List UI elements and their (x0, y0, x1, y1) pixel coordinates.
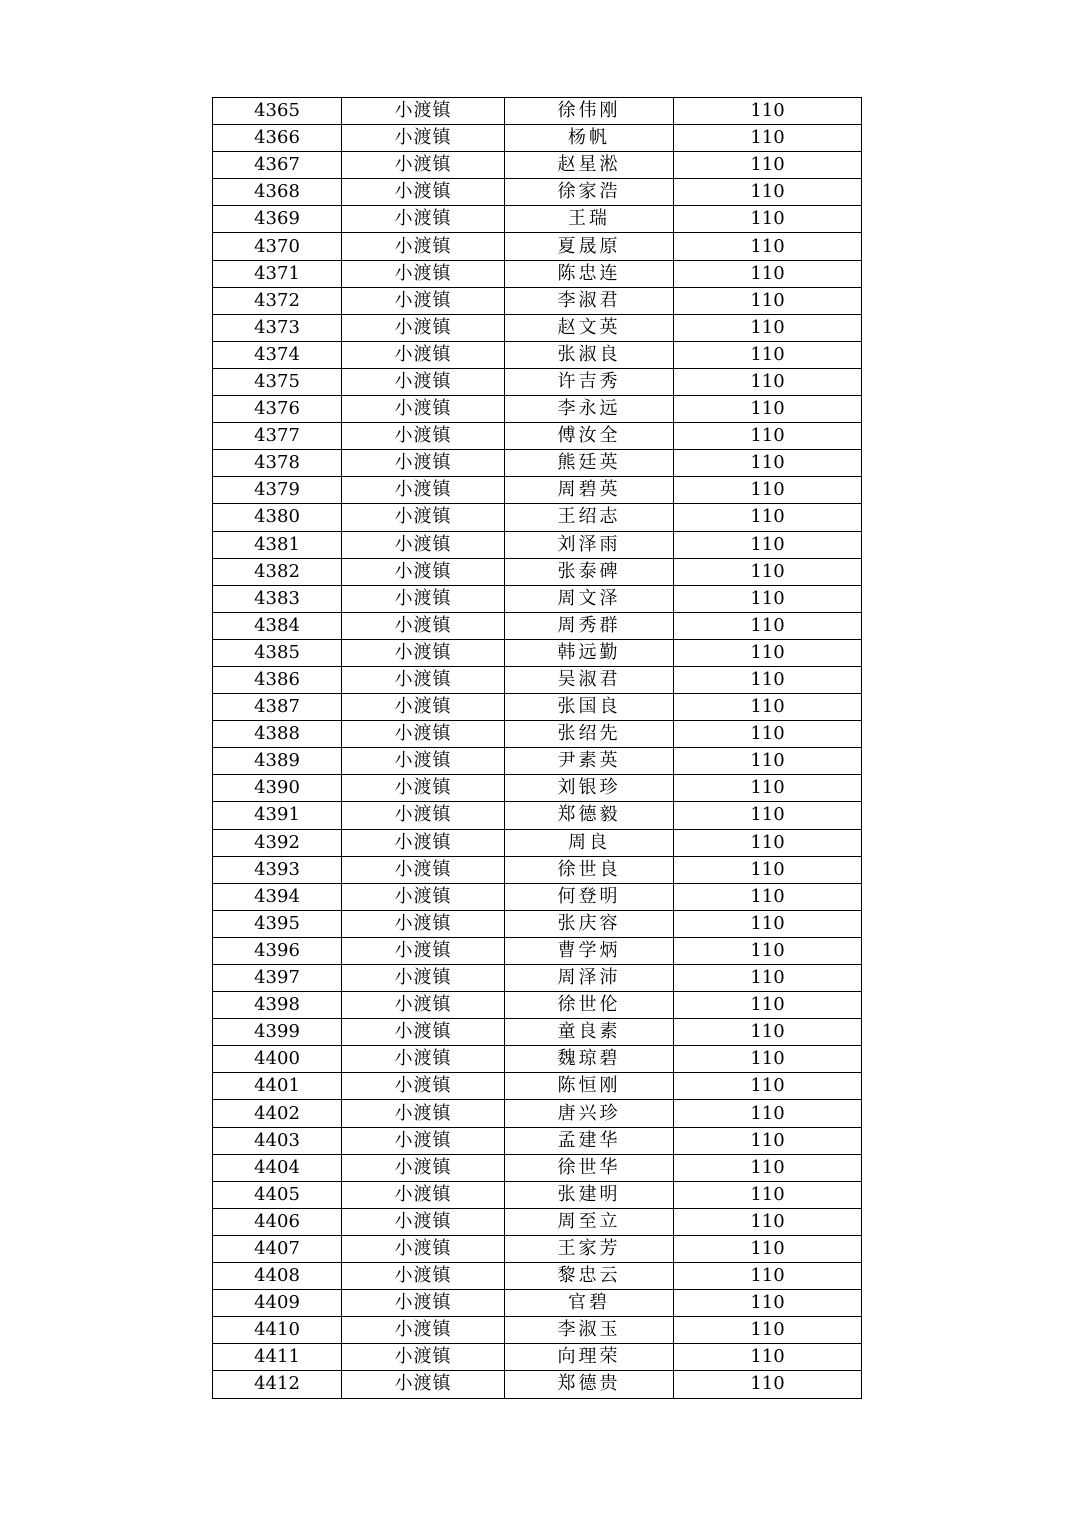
cell-amount: 110 (674, 1154, 862, 1181)
cell-person-name: 周碧英 (505, 477, 674, 504)
cell-person-name: 刘泽雨 (505, 531, 674, 558)
cell-person-name: 曹学炳 (505, 937, 674, 964)
cell-serial-number: 4385 (213, 639, 342, 666)
cell-town: 小渡镇 (342, 1208, 505, 1235)
cell-amount: 110 (674, 206, 862, 233)
cell-person-name: 许吉秀 (505, 368, 674, 395)
table-row (213, 965, 862, 992)
cell-amount: 110 (674, 721, 862, 748)
cell-serial-number: 4389 (213, 748, 342, 775)
cell-town: 小渡镇 (342, 1235, 505, 1262)
cell-serial-number: 4376 (213, 396, 342, 423)
cell-serial-number: 4402 (213, 1100, 342, 1127)
cell-amount: 110 (674, 477, 862, 504)
cell-person-name: 官碧 (505, 1290, 674, 1317)
table-row (213, 233, 862, 260)
cell-town: 小渡镇 (342, 423, 505, 450)
cell-town: 小渡镇 (342, 1154, 505, 1181)
table-row (213, 98, 862, 125)
cell-person-name: 李永远 (505, 396, 674, 423)
cell-person-name: 陈忠连 (505, 260, 674, 287)
table-row (213, 179, 862, 206)
cell-amount: 110 (674, 666, 862, 693)
cell-town: 小渡镇 (342, 396, 505, 423)
cell-town: 小渡镇 (342, 639, 505, 666)
table-row (213, 992, 862, 1019)
cell-amount: 110 (674, 1100, 862, 1127)
cell-person-name: 尹素英 (505, 748, 674, 775)
cell-person-name: 郑德毅 (505, 802, 674, 829)
table-row (213, 775, 862, 802)
cell-serial-number: 4401 (213, 1073, 342, 1100)
cell-person-name: 童良素 (505, 1019, 674, 1046)
cell-serial-number: 4393 (213, 856, 342, 883)
cell-person-name: 周良 (505, 829, 674, 856)
cell-person-name: 熊廷英 (505, 450, 674, 477)
cell-amount: 110 (674, 98, 862, 125)
cell-town: 小渡镇 (342, 910, 505, 937)
cell-person-name: 孟建华 (505, 1127, 674, 1154)
cell-serial-number: 4365 (213, 98, 342, 125)
cell-amount: 110 (674, 1235, 862, 1262)
table-row (213, 1344, 862, 1371)
table-row (213, 612, 862, 639)
cell-amount: 110 (674, 856, 862, 883)
cell-amount: 110 (674, 883, 862, 910)
cell-amount: 110 (674, 639, 862, 666)
cell-amount: 110 (674, 179, 862, 206)
table-row (213, 1208, 862, 1235)
table-row (213, 585, 862, 612)
table-body (213, 98, 862, 1399)
cell-serial-number: 4403 (213, 1127, 342, 1154)
table-row (213, 1317, 862, 1344)
cell-amount: 110 (674, 612, 862, 639)
cell-person-name: 张庆容 (505, 910, 674, 937)
cell-serial-number: 4387 (213, 694, 342, 721)
cell-town: 小渡镇 (342, 883, 505, 910)
cell-person-name: 夏晟原 (505, 233, 674, 260)
cell-town: 小渡镇 (342, 233, 505, 260)
cell-serial-number: 4392 (213, 829, 342, 856)
cell-amount: 110 (674, 1208, 862, 1235)
cell-person-name: 唐兴珍 (505, 1100, 674, 1127)
cell-town: 小渡镇 (342, 206, 505, 233)
cell-town: 小渡镇 (342, 694, 505, 721)
cell-person-name: 周泽沛 (505, 965, 674, 992)
cell-town: 小渡镇 (342, 1181, 505, 1208)
cell-amount: 110 (674, 314, 862, 341)
cell-town: 小渡镇 (342, 585, 505, 612)
cell-town: 小渡镇 (342, 748, 505, 775)
cell-amount: 110 (674, 910, 862, 937)
cell-serial-number: 4388 (213, 721, 342, 748)
cell-person-name: 陈恒刚 (505, 1073, 674, 1100)
table-row (213, 802, 862, 829)
cell-town: 小渡镇 (342, 125, 505, 152)
cell-town: 小渡镇 (342, 1344, 505, 1371)
cell-person-name: 周至立 (505, 1208, 674, 1235)
cell-amount: 110 (674, 1371, 862, 1398)
table-row (213, 721, 862, 748)
cell-serial-number: 4371 (213, 260, 342, 287)
cell-town: 小渡镇 (342, 937, 505, 964)
cell-serial-number: 4407 (213, 1235, 342, 1262)
cell-town: 小渡镇 (342, 1073, 505, 1100)
cell-town: 小渡镇 (342, 856, 505, 883)
table-row (213, 1263, 862, 1290)
table-row (213, 1100, 862, 1127)
cell-amount: 110 (674, 341, 862, 368)
cell-serial-number: 4412 (213, 1371, 342, 1398)
cell-town: 小渡镇 (342, 1100, 505, 1127)
cell-amount: 110 (674, 585, 862, 612)
cell-person-name: 李淑玉 (505, 1317, 674, 1344)
cell-amount: 110 (674, 1344, 862, 1371)
cell-town: 小渡镇 (342, 450, 505, 477)
cell-amount: 110 (674, 1019, 862, 1046)
cell-amount: 110 (674, 802, 862, 829)
table-row (213, 1371, 862, 1398)
cell-serial-number: 4391 (213, 802, 342, 829)
cell-serial-number: 4405 (213, 1181, 342, 1208)
table-row (213, 1073, 862, 1100)
cell-town: 小渡镇 (342, 775, 505, 802)
cell-amount: 110 (674, 1317, 862, 1344)
cell-amount: 110 (674, 992, 862, 1019)
table-row (213, 450, 862, 477)
cell-serial-number: 4377 (213, 423, 342, 450)
table-row (213, 910, 862, 937)
cell-person-name: 何登明 (505, 883, 674, 910)
cell-town: 小渡镇 (342, 531, 505, 558)
table-row (213, 423, 862, 450)
cell-serial-number: 4411 (213, 1344, 342, 1371)
cell-amount: 110 (674, 396, 862, 423)
cell-serial-number: 4370 (213, 233, 342, 260)
cell-amount: 110 (674, 450, 862, 477)
cell-amount: 110 (674, 694, 862, 721)
cell-person-name: 王绍志 (505, 504, 674, 531)
cell-serial-number: 4383 (213, 585, 342, 612)
cell-amount: 110 (674, 1127, 862, 1154)
table-row (213, 1154, 862, 1181)
cell-town: 小渡镇 (342, 287, 505, 314)
cell-town: 小渡镇 (342, 152, 505, 179)
cell-serial-number: 4386 (213, 666, 342, 693)
cell-person-name: 周秀群 (505, 612, 674, 639)
cell-town: 小渡镇 (342, 1317, 505, 1344)
cell-person-name: 郑德贵 (505, 1371, 674, 1398)
cell-serial-number: 4408 (213, 1263, 342, 1290)
table-row (213, 639, 862, 666)
cell-town: 小渡镇 (342, 260, 505, 287)
cell-amount: 110 (674, 287, 862, 314)
cell-person-name: 赵星淞 (505, 152, 674, 179)
cell-town: 小渡镇 (342, 341, 505, 368)
cell-person-name: 徐世良 (505, 856, 674, 883)
table-row (213, 937, 862, 964)
table-row (213, 152, 862, 179)
cell-town: 小渡镇 (342, 314, 505, 341)
cell-town: 小渡镇 (342, 992, 505, 1019)
table-row (213, 1235, 862, 1262)
cell-town: 小渡镇 (342, 504, 505, 531)
cell-town: 小渡镇 (342, 1127, 505, 1154)
table-row (213, 477, 862, 504)
cell-town: 小渡镇 (342, 1290, 505, 1317)
cell-person-name: 徐世华 (505, 1154, 674, 1181)
table-row (213, 314, 862, 341)
table-row (213, 504, 862, 531)
cell-serial-number: 4366 (213, 125, 342, 152)
cell-person-name: 张建明 (505, 1181, 674, 1208)
cell-serial-number: 4367 (213, 152, 342, 179)
cell-person-name: 徐家浩 (505, 179, 674, 206)
cell-amount: 110 (674, 829, 862, 856)
cell-person-name: 王家芳 (505, 1235, 674, 1262)
table-row (213, 368, 862, 395)
cell-person-name: 傅汝全 (505, 423, 674, 450)
cell-serial-number: 4394 (213, 883, 342, 910)
cell-amount: 110 (674, 260, 862, 287)
cell-serial-number: 4400 (213, 1046, 342, 1073)
table-row (213, 748, 862, 775)
cell-serial-number: 4369 (213, 206, 342, 233)
cell-person-name: 徐伟刚 (505, 98, 674, 125)
cell-serial-number: 4396 (213, 937, 342, 964)
cell-person-name: 王瑞 (505, 206, 674, 233)
table-row (213, 287, 862, 314)
cell-serial-number: 4406 (213, 1208, 342, 1235)
cell-amount: 110 (674, 125, 862, 152)
cell-serial-number: 4375 (213, 368, 342, 395)
table-row (213, 883, 862, 910)
table-row (213, 1046, 862, 1073)
cell-person-name: 李淑君 (505, 287, 674, 314)
cell-amount: 110 (674, 1263, 862, 1290)
cell-serial-number: 4395 (213, 910, 342, 937)
cell-person-name: 张绍先 (505, 721, 674, 748)
cell-serial-number: 4378 (213, 450, 342, 477)
table-row (213, 1019, 862, 1046)
cell-serial-number: 4384 (213, 612, 342, 639)
table-row (213, 558, 862, 585)
table-row (213, 206, 862, 233)
table-row (213, 1181, 862, 1208)
cell-amount: 110 (674, 965, 862, 992)
cell-town: 小渡镇 (342, 802, 505, 829)
cell-town: 小渡镇 (342, 1371, 505, 1398)
cell-serial-number: 4374 (213, 341, 342, 368)
cell-person-name: 刘银珍 (505, 775, 674, 802)
cell-serial-number: 4382 (213, 558, 342, 585)
cell-serial-number: 4409 (213, 1290, 342, 1317)
cell-serial-number: 4372 (213, 287, 342, 314)
cell-town: 小渡镇 (342, 965, 505, 992)
cell-town: 小渡镇 (342, 721, 505, 748)
cell-serial-number: 4379 (213, 477, 342, 504)
cell-amount: 110 (674, 368, 862, 395)
cell-amount: 110 (674, 1046, 862, 1073)
table-row (213, 1127, 862, 1154)
cell-town: 小渡镇 (342, 558, 505, 585)
cell-amount: 110 (674, 558, 862, 585)
cell-town: 小渡镇 (342, 179, 505, 206)
data-table (212, 97, 862, 1399)
cell-amount: 110 (674, 423, 862, 450)
cell-town: 小渡镇 (342, 666, 505, 693)
cell-amount: 110 (674, 531, 862, 558)
cell-amount: 110 (674, 1073, 862, 1100)
cell-amount: 110 (674, 233, 862, 260)
cell-town: 小渡镇 (342, 98, 505, 125)
cell-amount: 110 (674, 775, 862, 802)
cell-person-name: 张淑良 (505, 341, 674, 368)
cell-person-name: 张国良 (505, 694, 674, 721)
cell-amount: 110 (674, 1181, 862, 1208)
cell-serial-number: 4399 (213, 1019, 342, 1046)
table-row (213, 829, 862, 856)
cell-person-name: 韩远勤 (505, 639, 674, 666)
cell-amount: 110 (674, 152, 862, 179)
cell-serial-number: 4404 (213, 1154, 342, 1181)
table-row (213, 856, 862, 883)
cell-amount: 110 (674, 1290, 862, 1317)
table-row (213, 260, 862, 287)
cell-serial-number: 4368 (213, 179, 342, 206)
cell-person-name: 吴淑君 (505, 666, 674, 693)
table-row (213, 125, 862, 152)
cell-town: 小渡镇 (342, 1019, 505, 1046)
table-row (213, 694, 862, 721)
cell-serial-number: 4390 (213, 775, 342, 802)
cell-person-name: 徐世伦 (505, 992, 674, 1019)
cell-person-name: 张泰碑 (505, 558, 674, 585)
cell-person-name: 赵文英 (505, 314, 674, 341)
cell-serial-number: 4410 (213, 1317, 342, 1344)
cell-person-name: 黎忠云 (505, 1263, 674, 1290)
cell-serial-number: 4381 (213, 531, 342, 558)
table-row (213, 396, 862, 423)
cell-serial-number: 4380 (213, 504, 342, 531)
cell-person-name: 杨帆 (505, 125, 674, 152)
cell-amount: 110 (674, 504, 862, 531)
cell-amount: 110 (674, 748, 862, 775)
cell-town: 小渡镇 (342, 1046, 505, 1073)
table-row (213, 1290, 862, 1317)
cell-serial-number: 4373 (213, 314, 342, 341)
cell-town: 小渡镇 (342, 368, 505, 395)
cell-town: 小渡镇 (342, 1263, 505, 1290)
cell-town: 小渡镇 (342, 829, 505, 856)
table-row (213, 341, 862, 368)
cell-amount: 110 (674, 937, 862, 964)
cell-town: 小渡镇 (342, 477, 505, 504)
cell-person-name: 魏琼碧 (505, 1046, 674, 1073)
table-row (213, 666, 862, 693)
cell-person-name: 向理荣 (505, 1344, 674, 1371)
cell-person-name: 周文泽 (505, 585, 674, 612)
cell-town: 小渡镇 (342, 612, 505, 639)
cell-serial-number: 4398 (213, 992, 342, 1019)
cell-serial-number: 4397 (213, 965, 342, 992)
table-row (213, 531, 862, 558)
